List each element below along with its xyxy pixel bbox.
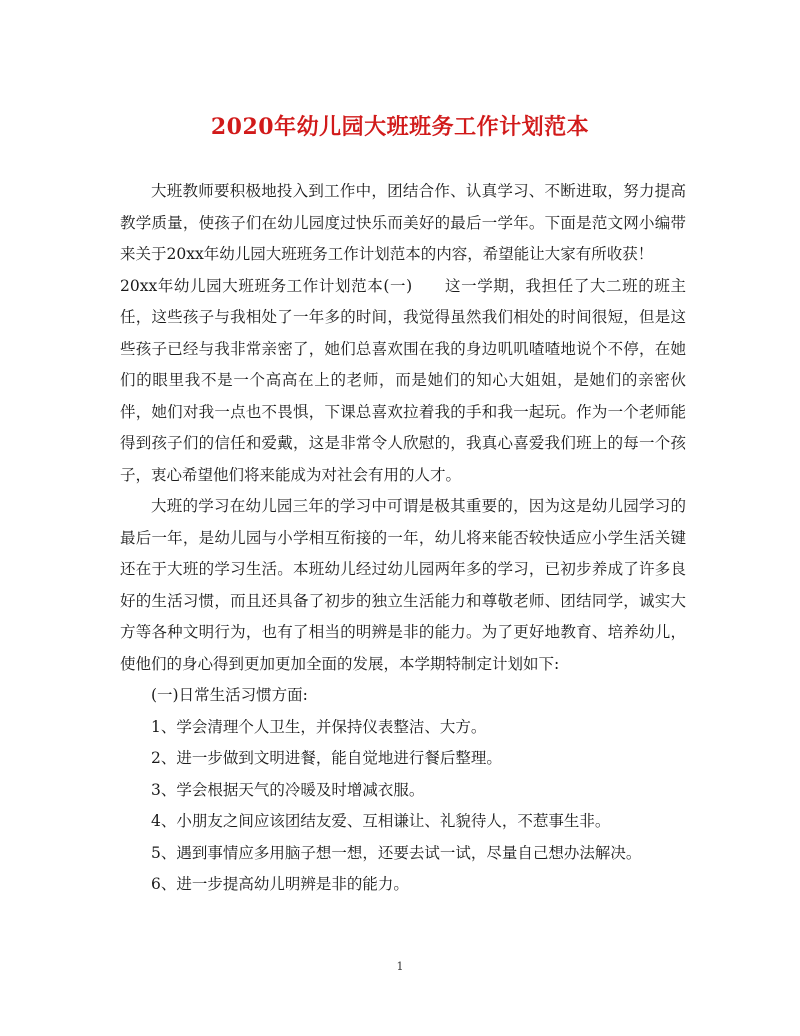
- list-item: 2、进一步做到文明进餐，能自觉地进行餐后整理。: [151, 749, 502, 767]
- list-item: 1、学会清理个人卫生，并保持仪表整洁、大方。: [151, 717, 487, 736]
- page-number: 1: [396, 960, 404, 973]
- list-item: 5、遇到事情应多用脑子想一想，还要去试一试，尽量自己想办法解决。: [151, 843, 642, 862]
- list-item: 4、小朋友之间应该团结友爱、互相谦让、礼貌待人，不惹事生非。: [151, 812, 611, 830]
- section-heading: (一)日常生活习惯方面:: [151, 686, 308, 704]
- body-paragraph: 大班的学习在幼儿园三年的学习中可谓是极其重要的，因为这是幼儿园学习的最后一年，是幼儿园与小学相互衔接的一年，幼儿将来能否较快适应小学生活关键还在于大班的学习生活。本班幼儿经过幼儿园两年多的学习，已初步养成了许多良好的生活习惯，而且还具备了初步的独立生活能力和尊敬老师、团结同学，诚实大方等各种文明行为，也有了相当的明辨是非的能力。为了更好地教育、培养幼儿，使他们的身心得到更加更加全面的发展，本学期特制定计划如下:: [120, 497, 686, 673]
- document-title: 2020年幼儿园大班班务工作计划范本: [210, 114, 590, 140]
- intro-paragraph: 大班教师要积极地投入到工作中，团结合作、认真学习、不断进取，努力提高教学质量，使孩子们在幼儿园度过快乐而美好的最后一学年。下面是范文网小编带来关于20xx年幼儿园大班班务工作计划范本的内容，希望能让大家有所收获！: [120, 182, 686, 263]
- document-body: [120, 176, 686, 901]
- section-one-paragraph: 20xx年幼儿园大班班务工作计划范本(一) 这一学期，我担任了大二班的班主任，这些孩子与我相处了一年多的时间，我觉得虽然我们相处的时间很短，但是这些孩子已经与我非常亲密了，她们总喜欢围在我的身边叽叽喳喳地说个不停，在她们的眼里我不是一个高高在上的老师，而是她们的知心大姐姐，是她们的亲密伙伴，她们对我一点也不畏惧，下课总喜欢拉着我的手和我一起玩。作为一个老师能得到孩子们的信任和爱戴，这是非常令人欣慰的，我真心喜爱我们班上的每一个孩子，衷心希望他们将来能成为对社会有用的人才。: [120, 276, 686, 484]
- list-item: 3、学会根据天气的冷暖及时增减衣服。: [151, 780, 425, 799]
- list-item: 6、进一步提高幼儿明辨是非的能力。: [151, 875, 409, 893]
